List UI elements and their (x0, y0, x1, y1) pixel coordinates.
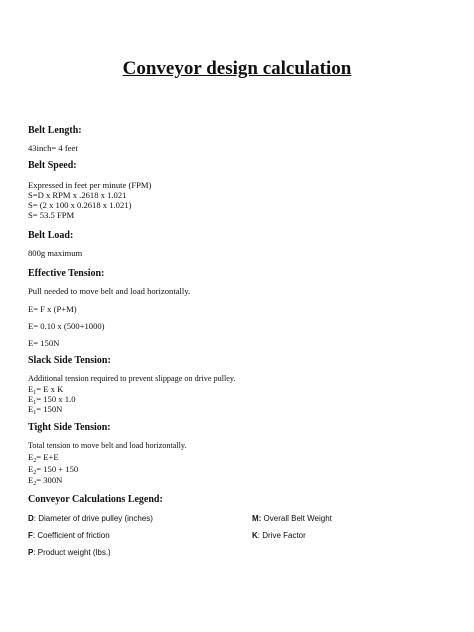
legend-heading: Conveyor Calculations Legend: (28, 494, 163, 505)
legend-item-m: M: Overall Belt Weight (252, 514, 332, 523)
page-title: Conveyor design calculation (122, 58, 352, 79)
slack-side-line: $E_1= 150$ x 1.0 (28, 394, 76, 406)
legend-item-d: D: Diameter of drive pulley (inches) (28, 514, 153, 523)
belt-speed-line: Expressed in feet per minute (FPM) (28, 180, 152, 190)
belt-load-value: 800g maximum (28, 248, 83, 258)
tight-side-line: $E_2= E+E$ (28, 452, 59, 464)
legend-item-f: F: Coefficient of friction (28, 531, 110, 540)
belt-speed-line: S=D x RPM x .2618 x 1.021 (28, 190, 127, 200)
tight-side-description: Total tension to move belt and load horizontally. (28, 441, 187, 450)
tight-side-heading: Tight Side Tension: (28, 422, 111, 433)
legend-item-k: K: Drive Factor (252, 531, 306, 540)
tight-side-line: $E_2= 150 + 150$ (28, 464, 79, 476)
belt-speed-line: S= (2 x 100 x 0.2618 x 1.021) (28, 200, 132, 210)
belt-load-heading: Belt Load: (28, 230, 74, 241)
effective-tension-line: E= F x (P+M) (28, 304, 77, 314)
slack-side-line: $E_1= 150N$ (28, 404, 63, 416)
slack-side-heading: Slack Side Tension: (28, 355, 111, 366)
effective-tension-line: E= 0.10 x (500+1000) (28, 321, 105, 331)
effective-tension-description: Pull needed to move belt and load horizontally. (28, 286, 191, 296)
belt-length-value: 43inch= 4 feet (28, 143, 78, 153)
belt-speed-line: S= 53.5 FPM (28, 210, 75, 220)
belt-length-heading: Belt Length: (28, 125, 82, 136)
belt-speed-heading: Belt Speed: (28, 160, 77, 171)
effective-tension-line: E= 150N (28, 338, 60, 348)
slack-side-description: Additional tension required to prevent slippage on drive pulley. (28, 374, 236, 383)
slack-side-line: $E_1= E$ x K (28, 384, 64, 396)
effective-tension-heading: Effective Tension: (28, 268, 105, 279)
tight-side-line: $E_2= 300N$ (28, 475, 63, 487)
legend-item-p: P: Product weight (lbs.) (28, 548, 111, 557)
